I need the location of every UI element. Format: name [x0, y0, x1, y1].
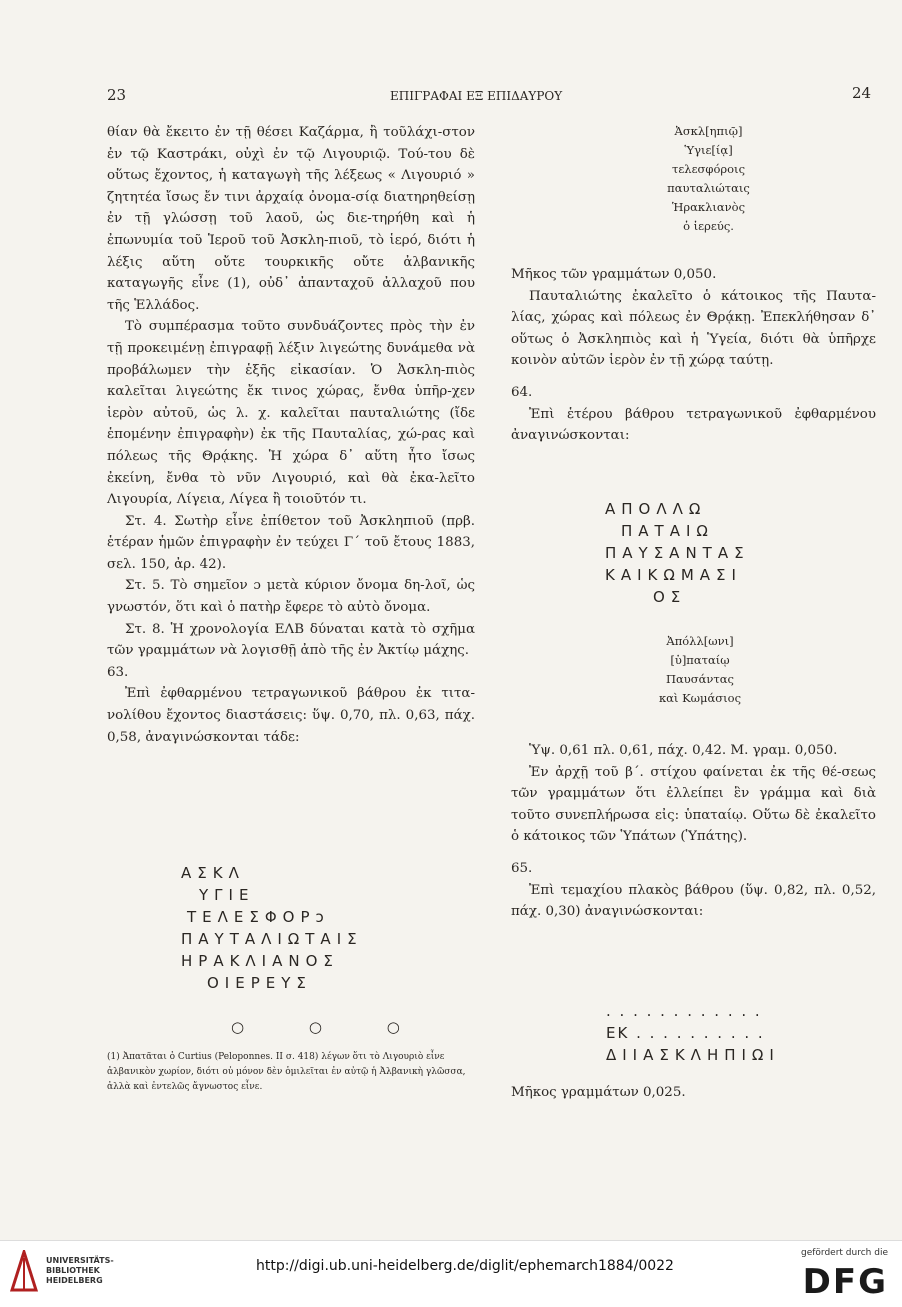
transcription-line: τελεσφόροις	[671, 162, 746, 176]
paragraph: Στ. 5. Τὸ σημεῖον ɔ μετὰ κύριον ὄνομα δη-λοῖ, ὡς γνωστόν, ὅτι καὶ ὁ πατὴρ ἔφερε τὸ αὐτὸ ὄνομα.	[107, 578, 475, 616]
paragraph: Τὸ συμπέρασμα τοῦτο συνδυάζοντες πρὸς τὴν ἐν τῇ προκειμένῃ ἐπιγραφῇ λέξιν λιγεώτης δυνάμεθα νὰ προβάλωμεν τὴν ἑξῆς εἰκασίαν. Ὁ Ἀσκλη-πιὸς καλεῖται λιγεώτης ἔκ τινος χώρας, ἔνθα ὑπῆρ-χεν ἱερὸν αὐτοῦ, ὡς λ. χ. καλεῖται παυταλιώτης (ἴδε ἑπομένην ἐπιγραφὴν) ἐκ τῆς Παυταλίας, χώ-ρας καὶ πόλεως τῆς Θρᾴκης. Ἡ χώρα δ᾽ αὕτη ἦτο ἴσως ἐκείνη, ἔνθα τὸ νῦν Λιγουριό, καὶ θὰ ἐκα-λεῖτο Λιγουρία, Λίγεια, Λίγεα ἢ τοιοῦτόν τι.	[107, 319, 475, 508]
paragraph: Στ. 4. Σωτὴρ εἶνε ἐπίθετον τοῦ Ἀσκληπιοῦ (πρβ. ἑτέραν ἡμῶν ἐπιγραφὴν ἐν τεύχει Γ´ τοῦ ἔτους 1883, σελ. 150, ἀρ. 42).	[107, 513, 475, 572]
comment-64b: Ἐν ἀρχῇ τοῦ β´. στίχου φαίνεται ἐκ τῆς θέ-σεως τῶν γραμμάτων ὅτι ἐλλείπει ἓν γράμμα καὶ διὰ τοῦτο συνεπλήρωσα εἰς: ὑπαταίῳ. Οὕτω δὲ ἐκαλεῖτο ὁ κάτοικος τῶν Ὑπάτων (Ὑπάτης).	[511, 764, 876, 845]
transcription-line: Ἀσκλ[ηπιῷ]	[674, 124, 743, 138]
inscription-line: ΔΙΙΑΣΚΛΗΠΙΩΙ	[606, 1046, 780, 1064]
dfg-caption: gefördert durch die	[801, 1248, 888, 1258]
transcription-64	[600, 632, 800, 708]
comment-64a: Ὑψ. 0,61 πλ. 0,61, πάχ. 0,42. Μ. γραμ. 0,050.	[529, 743, 838, 758]
right-page-number: 24	[852, 84, 872, 102]
inscription-line: ΠΑΤΑΙΩ	[621, 522, 714, 540]
inscription-65	[606, 1000, 780, 1066]
inscription-line: ΟΙΕΡΕΥΣ	[207, 974, 312, 992]
section-63-text: Ἐπὶ ἐφθαρμένου τετραγωνικοῦ βάθρου ἐκ τιτα-νολίθου ἔχοντος διαστάσεις: ὕψ. 0,70, πλ. 0,63, πάχ. 0,58, ἀναγινώσκονται τάδε:	[107, 686, 475, 745]
inscription-line: ΑΠΟΛΛΩ	[605, 500, 707, 518]
inscription-line: . . . . . . . . . . . .	[606, 1002, 762, 1020]
source-url-link[interactable]: http://digi.ub.uni-heidelberg.de/diglit/ephemarch1884/0022	[256, 1258, 674, 1274]
transcription-line: Ἀπόλλ[ωνι]	[666, 634, 734, 648]
running-title: ΕΠΙΓΡΑΦΑΙ ΕΞ ΕΠΙΔΑΥΡΟΥ	[390, 89, 563, 103]
inscription-line: ΤΕΛΕΣΦΟΡɔ	[187, 908, 330, 926]
dfg-logo: DFG	[802, 1262, 888, 1302]
right-column-lower	[511, 740, 876, 923]
circle-marks: ○ ○ ○	[231, 1018, 430, 1036]
transcription-line: ὁ ἱερεύς.	[683, 219, 734, 233]
section-heading-65: 65.	[511, 860, 533, 876]
inscription-line: ΠΑΥΤΑΛΙΩΤΑΙΣ	[181, 930, 363, 948]
inscription-line: ΥΓΙΕ	[199, 886, 255, 904]
section-heading-64: 64.	[511, 384, 533, 400]
transcription-63	[511, 122, 876, 236]
section-64-text: Ἐπὶ ἑτέρου βάθρου τετραγωνικοῦ ἐφθαρμένου ἀναγινώσκονται:	[511, 406, 876, 444]
inscription-line: ΠΑΥΣΑΝΤΑΣ	[605, 544, 750, 562]
transcription-line: παυταλιώταις	[667, 181, 750, 195]
section-65-text: Ἐπὶ τεμαχίου πλακὸς βάθρου (ὕψ. 0,82, πλ. 0,52, πάχ. 0,30) ἀναγινώσκονται:	[511, 882, 876, 920]
inscription-63	[181, 862, 430, 1038]
left-column	[107, 122, 475, 748]
inscription-line: ΚΑΙΚΩΜΑΣΙ	[605, 566, 742, 584]
library-logo-icon	[10, 1250, 38, 1292]
length-65: Μῆκος γραμμάτων 0,025.	[511, 1085, 686, 1100]
left-page-number: 23	[107, 86, 127, 104]
inscription-64	[605, 498, 750, 608]
library-name: UNIVERSITÄTS- BIBLIOTHEK HEIDELBERG	[46, 1256, 114, 1285]
transcription-line: καὶ Κωμάσιος	[658, 691, 742, 705]
right-column	[511, 122, 876, 447]
paragraph: θίαν θὰ ἔκειτο ἐν τῇ θέσει Καζάρμα, ἢ τοῦλάχι-στον ἐν τῷ Καστράκι, οὐχὶ ἐν τῷ Λιγουριῷ. Τού-του δὲ οὕτως ἔχοντος, ἡ καταγωγὴ τῆς λέξεως « Λιγουριό » ζητητέα ἴσως ἔν τινι ἀρχαίᾳ ὀνομα-σίᾳ διατηρηθείσῃ ἐν τῇ γλώσσῃ τοῦ λαοῦ, ὡς διε-τηρήθη καὶ ἡ ἐπωνυμία τοῦ Ἱεροῦ τοῦ Ἀσκλη-πιοῦ, τὸ ἱερό, διότι ἡ λέξις αὕτη οὔτε τουρκικῆς οὔτε ἀλβανικῆς καταγωγῆς εἶνε (1), οὐδ᾽ ἀπανταχοῦ ἀλλαχοῦ που τῆς Ἑλλάδος.	[107, 125, 475, 313]
inscription-line: ΟΣ	[653, 588, 687, 606]
inscription-line: ΕΚ . . . . . . . . . .	[606, 1024, 765, 1042]
footnote: (1) Ἀπατᾶται ὁ Curtius (Peloponnes. II σ. 418) λέγων ὅτι τὸ Λιγουριὸ εἶνε ἀλβανικὸν χωρίον, διότι οὐ μόνον δὲν ὁμιλεῖται ἐν αὐτῷ ἡ Ἀλβανικὴ γλῶσσα, ἀλλὰ καὶ ἐντελῶς ἄγνωστος εἶνε.	[107, 1052, 466, 1092]
transcription-line: Ἡρακλιανὸς	[671, 200, 746, 214]
length-63: Μῆκος τῶν γραμμάτων 0,050.	[511, 267, 717, 282]
transcription-line: Παυσάντας	[666, 672, 734, 686]
transcription-line: [ὑ]παταίῳ	[670, 653, 730, 667]
transcription-line: Ὑγιε[ίᾳ]	[684, 143, 733, 157]
inscription-line: ΑΣΚΛ	[181, 864, 245, 882]
section-heading-63: 63.	[107, 664, 129, 680]
comment-63: Παυταλιώτης ἐκαλεῖτο ὁ κάτοικος τῆς Παυτα-λίας, χώρας καὶ πόλεως ἐν Θρᾴκῃ. Ἐπεκλήθησαν δ᾽ οὕτως ὁ Ἀσκληπιὸς καὶ ἡ Ὑγεία, διότι θὰ ὑπῆρχε κοινὸν αὐτῶν ἱερὸν ἐν τῇ χώρᾳ ταύτῃ.	[511, 288, 876, 369]
inscription-line: ΗΡΑΚΛΙΑΝΟΣ	[181, 952, 339, 970]
paragraph: Στ. 8. Ἡ χρονολογία ΕΛΒ δύναται κατὰ τὸ σχῆμα τῶν γραμμάτων νὰ λογισθῇ ἀπὸ τῆς ἐν Ἀκτίῳ μάχης.	[107, 621, 475, 659]
